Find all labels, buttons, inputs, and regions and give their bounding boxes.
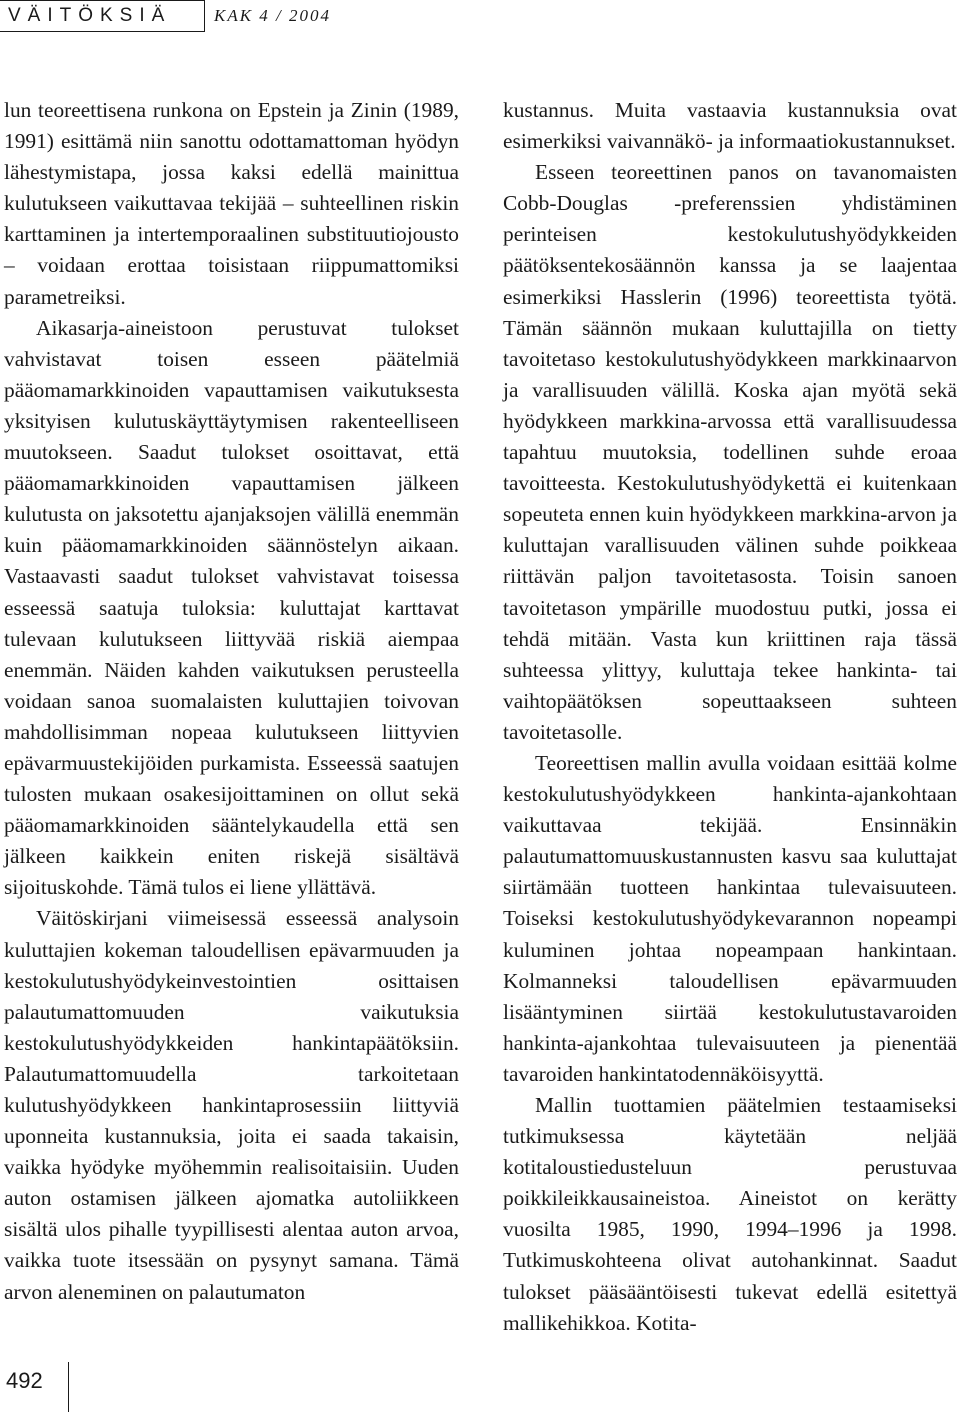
footer-divider <box>68 1362 69 1412</box>
paragraph: Esseen teoreettinen panos on tavanomaisten Cobb-Douglas -preferenssien yhdistäminen perinteisen kestokulutushyödykkeiden päätöksentekosäännön kanssa ja se laajentaa esimerkiksi Hasslerin (1996) teoreettista työtä. Tämän säännön mukaan kuluttajilla on tietty tavoitetaso kestokulutushyödykkeen markkinaarvon ja varallisuuden välillä. Koska ajan myötä sekä hyödykkeen markkina-arvossa että varallisuudessa tapahtuu muutoksia, todellinen suhde eroaa tavoitteesta. Kestokulutushyödykettä ei kuitenkaan sopeuteta ennen kuin hyödykkeen markkina-arvon ja kuluttajan varallisuuden välinen suhde poikkeaa riittävän paljon tavoitetasosta. Toisin sanoen tavoitetason ympärille muodostuu putki, jossa ei tehdä mitään. Vasta kun kriittinen raja tässä suhteessa ylittyy, kuluttaja tekee hankinta- tai vaihtopäätöksen sopeuttaakseen suhteen tavoitetasolle. <box>503 160 957 744</box>
paragraph: lun teoreettisena runkona on Epstein ja Zinin (1989, 1991) esittämä niin sanottu odottamattoman hyödyn lähestymistapa, jossa kaksi edellä mainittua kulutukseen vaikuttavaa tekijää – suhteellinen riskin karttaminen ja intertemporaalinen substituutiojousto – voidaan erottaa toisistaan riippumattomiksi parametreiksi. <box>4 98 459 309</box>
paragraph: Teoreettisen mallin avulla voidaan esittää kolme kestokulutushyödykkeen hankinta-ajankohtaan vaikuttavaa tekijää. Ensinnäkin palautumattomuuskustannusten kasvu saa kuluttajat siirtämään tuotteen hankintaa tulevaisuuteen. Toiseksi kestokulutushyödykevarannon nopeampi kuluminen johtaa nopeampaan hankintaan. Kolmanneksi taloudellisen epävarmuuden lisääntyminen siirtää kestokulutustavaroiden hankinta-ajankohtaa tulevaisuuteen ja pienentää tavaroiden hankintatodennäköisyyttä. <box>503 750 957 1086</box>
left-column <box>4 95 459 1308</box>
paragraph: Mallin tuottamien päätelmien testaamiseksi tutkimuksessa käytetään neljää kotitaloustiedusteluun perustuvaa poikkileikkausaineistoa. Aineistot on kerätty vuosilta 1985, 1990, 1994–1996 ja 1998. Tutkimuskohteena olivat autohankinnat. Saadut tulokset pääsääntöisesti tukevat edellä esitettyä mallikehikkoa. Kotita- <box>503 1093 957 1335</box>
paragraph: Aikasarja-aineistoon perustuvat tulokset vahvistavat toisen esseen päätelmiä pääomamarkkinoiden vapauttamisen vaikutuksesta yksityisen kulutuskäyttäytymisen rakenteelliseen muutokseen. Saadut tulokset osoittavat, että pääomamarkkinoiden vapauttamisen jälkeen kulutusta on jaksotettu ajanjaksojen välillä enemmän kuin pääomamarkkinoiden säännöstelyn aikaan. Vastaavasti saadut tulokset vahvistavat toisessa esseessä saatuja tuloksia: kuluttajat karttavat tulevaan kulutukseen liittyvää riskiä aiempaa enemmän. Näiden kahden vaikutuksen perusteella voidaan sanoa suomalaisten kuluttajien toivovan mahdollisimman nopeaa kulutukseen liittyvien epävarmuustekijöiden purkamista. Esseessä saatujen tulosten mukaan osakesijoittaminen on ollut sekä pääomamarkkinoiden sääntelykaudella että sen jälkeen kaikkein eniten riskejä sisältävä sijoituskohde. Tämä tulos ei liene yllättävä. <box>4 315 459 900</box>
paragraph: kustannus. Muita vastaavia kustannuksia ovat esimerkiksi vaivannäkö- ja informaatiokustannukset. <box>503 98 957 154</box>
right-column <box>503 95 957 1339</box>
page-number: 492 <box>6 1368 43 1393</box>
journal-issue: KAK 4 / 2004 <box>214 6 332 25</box>
running-header <box>0 0 960 32</box>
section-tab: VÄITÖKSIÄ <box>0 0 205 32</box>
paragraph: Väitöskirjani viimeisessä esseessä analysoin kuluttajien kokeman taloudellisen epävarmuuden ja kestokulutushyödykeinvestointien osittaisen palautumattomuuden vaikutuksia kestokulutushyödykkeiden hankintapäätöksiin. Palautumattomuudella tarkoitetaan kulutushyödykkeen hankintaprosessiin liittyviä uponneita kustannuksia, joita ei saada takaisin, vaikka hyödyke myöhemmin realisoitaisiin. Uuden auton ostamisen jälkeen ajomatka autoliikkeen sisältä ulos pihalle tyypillisesti alentaa auton arvoa, vaikka tuote itsessään on pysynyt samana. Tämä arvon aleneminen on palautumaton <box>4 906 459 1304</box>
